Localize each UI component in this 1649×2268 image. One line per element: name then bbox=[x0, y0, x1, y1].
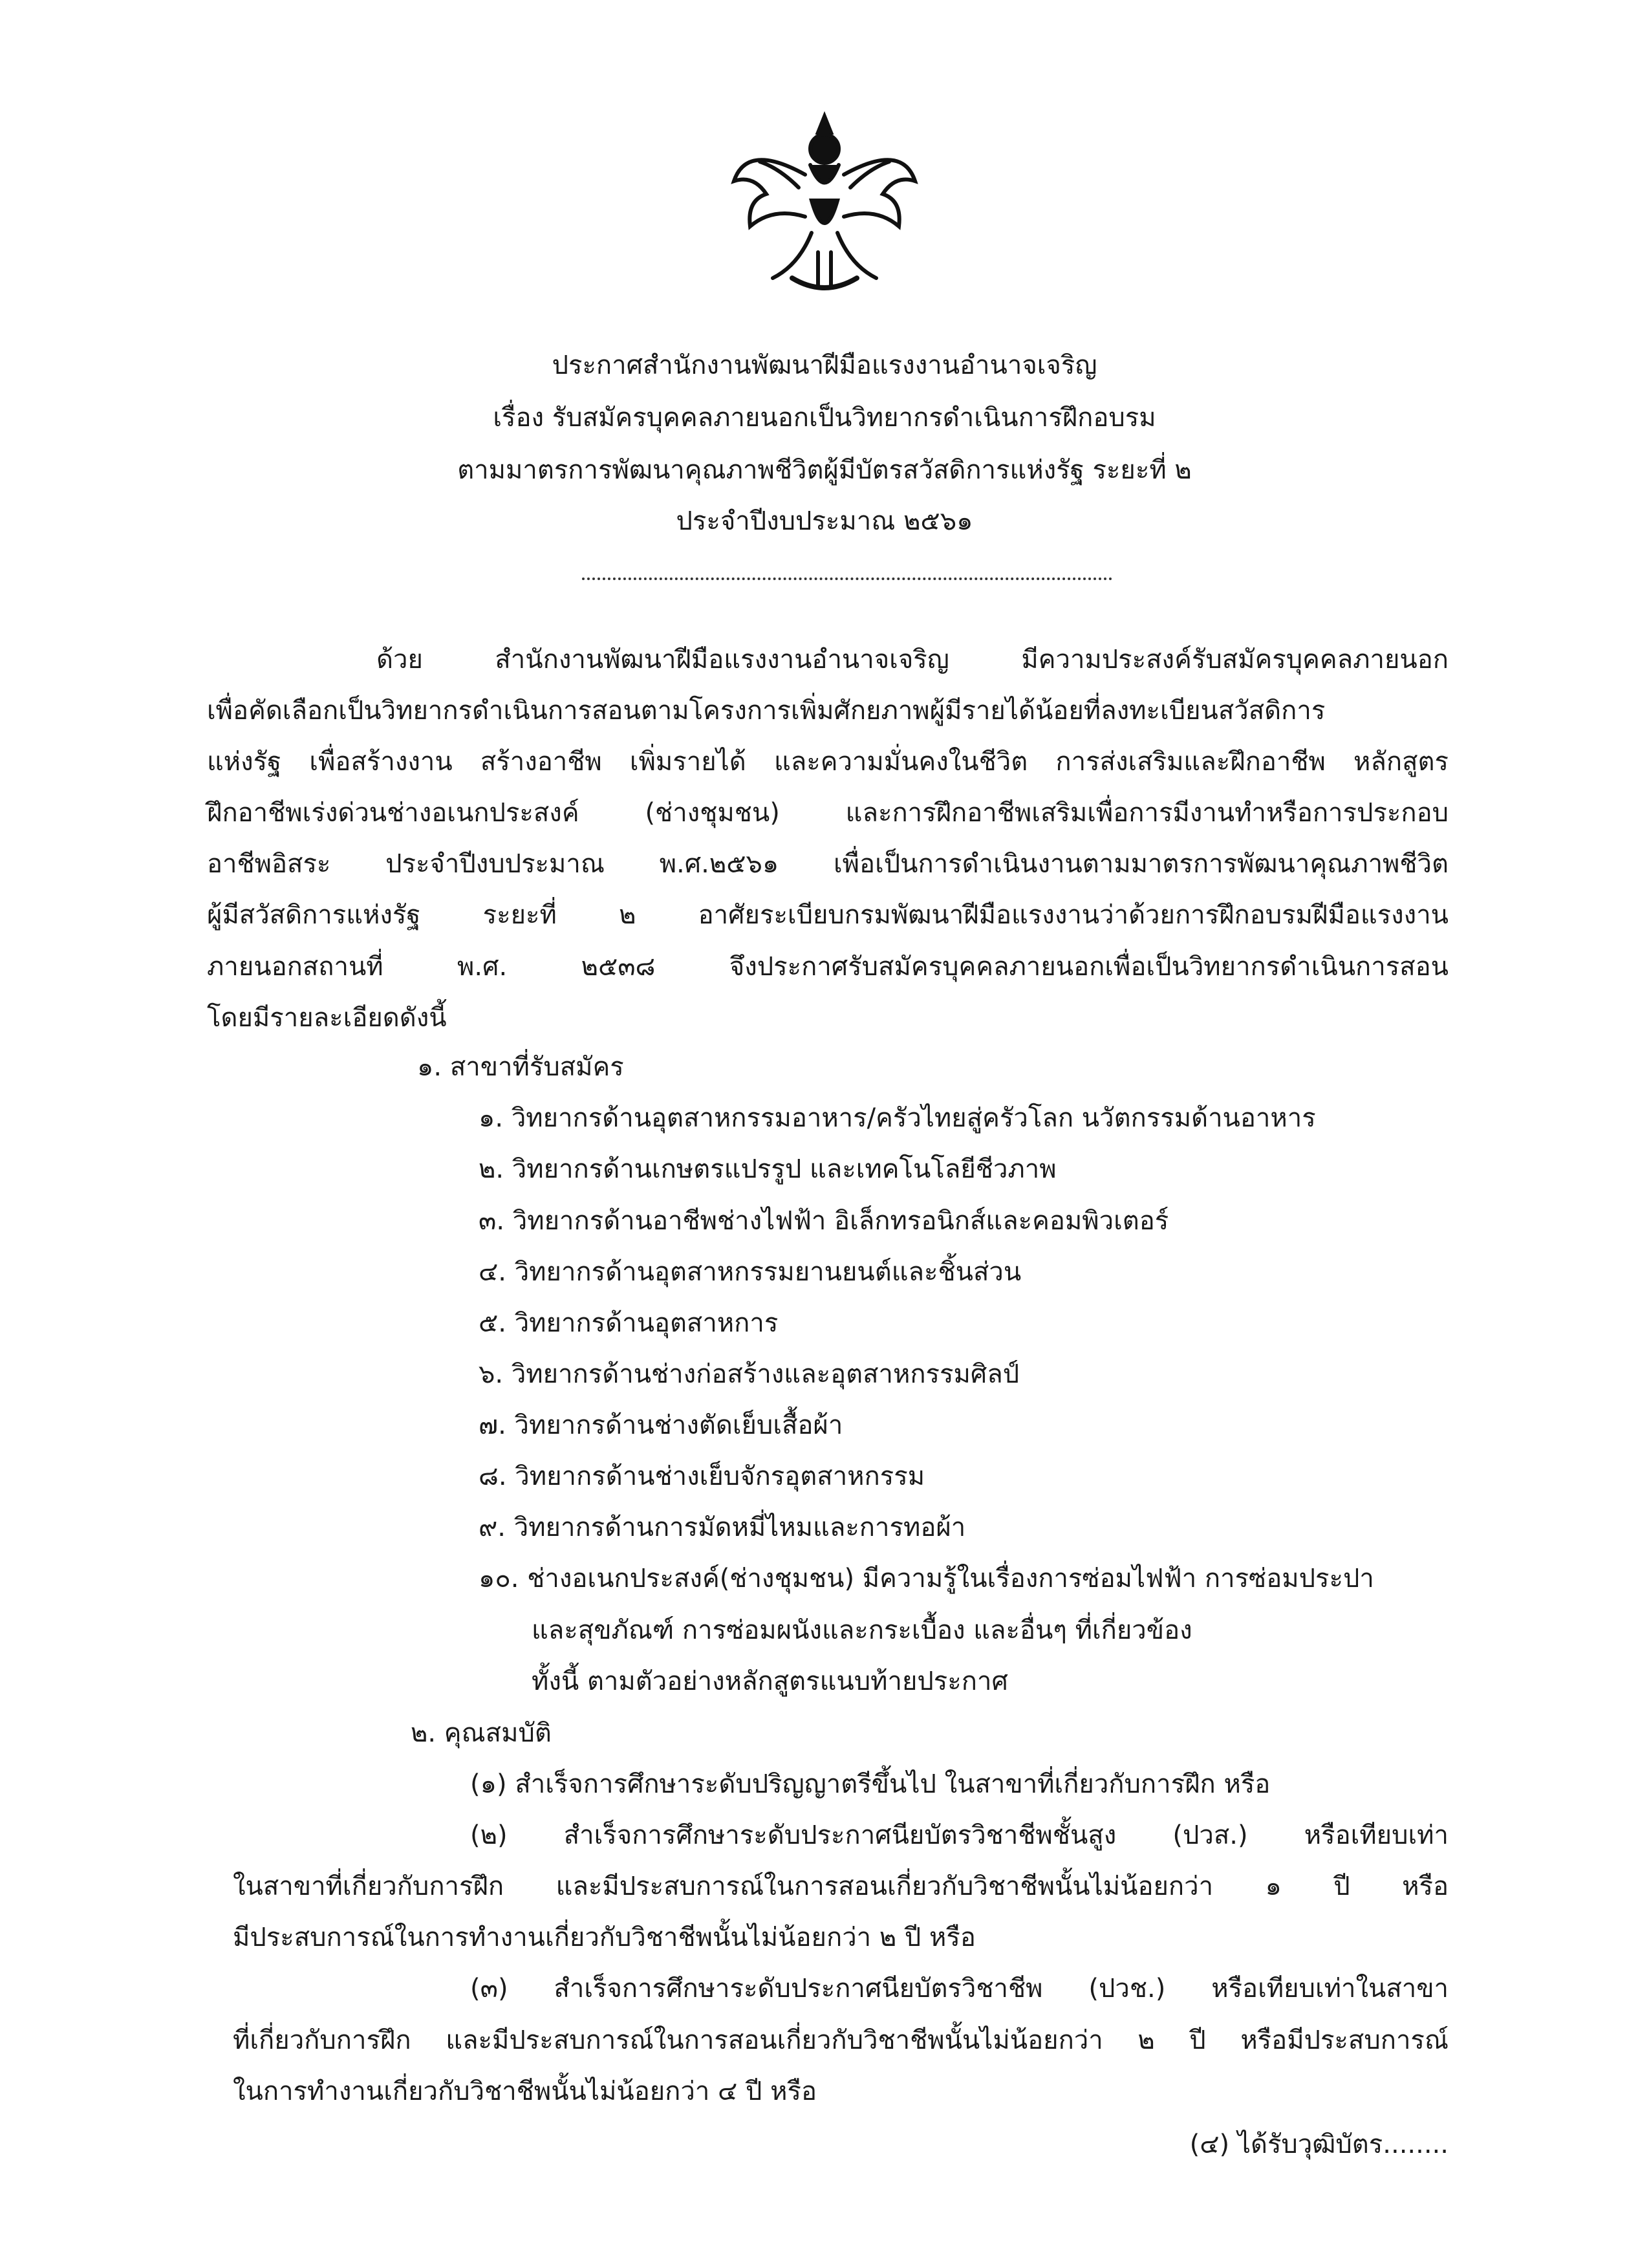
list-item: ๗. วิทยากรด้านช่างตัดเย็บเสื้อผ้า bbox=[479, 1410, 843, 1440]
list-item: ๑. วิทยากรด้านอุตสาหกรรมอาหาร/ครัวไทยสู่ครัวโลก นวัตกรรมด้านอาหาร bbox=[479, 1103, 1316, 1133]
list-item: ๕. วิทยากรด้านอุตสาหการ bbox=[479, 1308, 779, 1338]
intro-line: ฝึกอาชีพเร่งด่วนช่างอเนกประสงค์ (ช่างชุมชน) และการฝึกอาชีพเสริมเพื่อการมีงานทำหรือการประกอบ bbox=[207, 798, 1449, 828]
qualification-item: ในสาขาที่เกี่ยวกับการฝึก และมีประสบการณ์ในการสอนเกี่ยวกับวิชาชีพนั้นไม่น้อยกว่า ๑ ปี หรือ bbox=[233, 1872, 1449, 1901]
qualification-item: ที่เกี่ยวกับการฝึก และมีประสบการณ์ในการสอนเกี่ยวกับวิชาชีพนั้นไม่น้อยกว่า ๒ ปี หรือมีประสบการณ์ bbox=[233, 2025, 1449, 2055]
announcement-subject-line2: ตามมาตรการพัฒนาคุณภาพชีวิตผู้มีบัตรสวัสดิการแห่งรัฐ ระยะที่ ๒ bbox=[457, 455, 1192, 485]
dotted-separator bbox=[582, 578, 1112, 580]
list-item: ๙. วิทยากรด้านการมัดหมี่ไหมและการทอผ้า bbox=[479, 1513, 966, 1542]
qualification-item: ในการทำงานเกี่ยวกับวิชาชีพนั้นไม่น้อยกว่า ๔ ปี หรือ bbox=[233, 2077, 817, 2106]
list-item: ๓. วิทยากรด้านอาชีพช่างไฟฟ้า อิเล็กทรอนิกส์และคอมพิวเตอร์ bbox=[479, 1206, 1169, 1236]
intro-line: แห่งรัฐ เพื่อสร้างงาน สร้างอาชีพ เพิ่มรายได้ และความมั่นคงในชีวิต การส่งเสริมและฝึกอาชีพ หลักสูตร bbox=[207, 747, 1449, 777]
list-item: ๖. วิทยากรด้านช่างก่อสร้างและอุตสาหกรรมศิลป์ bbox=[479, 1359, 1020, 1389]
list-item-continuation: ทั้งนี้ ตามตัวอย่างหลักสูตรแนบท้ายประกาศ bbox=[532, 1667, 1008, 1696]
list-item: ๔. วิทยากรด้านอุตสาหกรรมยานยนต์และชิ้นส่วน bbox=[479, 1257, 1022, 1287]
intro-line: อาชีพอิสระ ประจำปีงบประมาณ พ.ศ.๒๕๖๑ เพื่อเป็นการดำเนินงานตามมาตรการพัฒนาคุณภาพชีวิต bbox=[207, 849, 1449, 879]
announcement-fiscal-year: ประจำปีงบประมาณ ๒๕๖๑ bbox=[676, 506, 973, 536]
intro-line: ด้วย สำนักงานพัฒนาฝีมือแรงงานอำนาจเจริญ มีความประสงค์รับสมัครบุคคลภายนอก bbox=[376, 645, 1449, 675]
announcement-subject: เรื่อง รับสมัครบุคคลภายนอกเป็นวิทยากรดำเนินการฝึกอบรม bbox=[493, 403, 1156, 433]
qualification-item: (๒) สำเร็จการศึกษาระดับประกาศนียบัตรวิชาชีพชั้นสูง (ปวส.) หรือเทียบเท่า bbox=[470, 1820, 1449, 1850]
qualification-item: (๑) สำเร็จการศึกษาระดับปริญญาตรีขึ้นไป ในสาขาที่เกี่ยวกับการฝึก หรือ bbox=[470, 1769, 1271, 1799]
qualification-item: (๓) สำเร็จการศึกษาระดับประกาศนียบัตรวิชาชีพ (ปวช.) หรือเทียบเท่าในสาขา bbox=[470, 1974, 1449, 2003]
announcement-title: ประกาศสำนักงานพัฒนาฝีมือแรงงานอำนาจเจริญ bbox=[552, 351, 1097, 380]
list-item: ๘. วิทยากรด้านช่างเย็บจักรอุตสาหกรรม bbox=[479, 1462, 925, 1491]
intro-line: ภายนอกสถานที่ พ.ศ. ๒๕๓๘ จึงประกาศรับสมัครบุคคลภายนอกเพื่อเป็นวิทยากรดำเนินการสอน bbox=[207, 952, 1449, 982]
list-item: ๑๐. ช่างอเนกประสงค์(ช่างชุมชน) มีความรู้ในเรื่องการซ่อมไฟฟ้า การซ่อมประปา bbox=[479, 1564, 1374, 1593]
intro-line: เพื่อคัดเลือกเป็นวิทยากรดำเนินการสอนตามโครงการเพิ่มศักยภาพผู้มีรายได้น้อยที่ลงทะเบียนสวัสดิการ bbox=[207, 696, 1326, 726]
intro-line: ผู้มีสวัสดิการแห่งรัฐ ระยะที่ ๒ อาศัยระเบียบกรมพัฒนาฝีมือแรงงานว่าด้วยการฝึกอบรมฝีมือแรงงาน bbox=[207, 900, 1449, 930]
section-title: ๑. สาขาที่รับสมัคร bbox=[417, 1052, 624, 1082]
list-item-continuation: และสุขภัณฑ์ การซ่อมผนังและกระเบื้อง และอื่นๆ ที่เกี่ยวข้อง bbox=[532, 1615, 1192, 1645]
section-title: ๒. คุณสมบัติ bbox=[411, 1718, 552, 1748]
list-item: ๒. วิทยากรด้านเกษตรแปรรูป และเทคโนโลยีชีวภาพ bbox=[479, 1154, 1057, 1184]
garuda-emblem-icon bbox=[721, 103, 928, 297]
continued-marker: (๔) ได้รับวุฒิบัตร........ bbox=[1189, 2130, 1449, 2159]
intro-line: โดยมีรายละเอียดดังนี้ bbox=[207, 1003, 447, 1033]
qualification-item: มีประสบการณ์ในการทำงานเกี่ยวกับวิชาชีพนั้นไม่น้อยกว่า ๒ ปี หรือ bbox=[233, 1923, 976, 1952]
